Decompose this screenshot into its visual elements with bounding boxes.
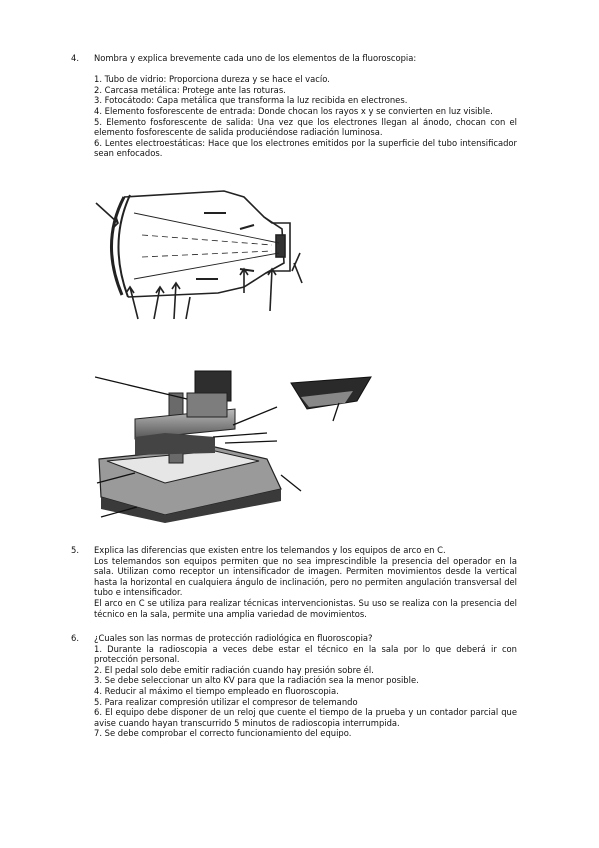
question-4 (71, 53, 517, 159)
answer-line: 2. Carcasa metálica: Protege ante las roturas. (94, 84, 286, 95)
answer-line: 3. Fotocátodo: Capa metálica que transforma la luz recibida en electrones. (94, 95, 408, 106)
question-number: 5. (71, 545, 79, 555)
answer-line: 1. Tubo de vidrio: Proporciona dureza y se hace el vacío. (94, 74, 330, 85)
intensifier-diagram-drawing (94, 183, 306, 323)
answer-line: 3. Se debe seleccionar un alto KV para que la radiación sea la menor posible. (94, 675, 419, 686)
answer-paragraph: El arco en C se utiliza para realizar técnicas intervencionistas. Su uso se realiza con la presencia del técnico en la sala, permite una amplia variedad de movimientos. (94, 597, 517, 619)
telemando-table-drawing (95, 363, 375, 523)
answer-line: 5. Elemento fosforescente de salida: Una vez que los electrones llegan al ánodo, chocan con el elemento fosforescente de salida produciéndose radiación luminosa. (94, 116, 517, 138)
question-6 (71, 633, 517, 739)
answer-line: 5. Para realizar compresión utilizar el compresor de telemando (94, 696, 358, 707)
answer-line: 1. Durante la radioscopia a veces debe estar el técnico en la sala por lo que deberá ir con protección personal. (94, 643, 517, 665)
question-5 (71, 545, 517, 619)
answer-line: 7. Se debe comprobar el correcto funcionamiento del equipo. (94, 728, 352, 739)
answer-line: 4. Reducir al máximo el tiempo empleado en fluoroscopia. (94, 685, 339, 696)
question-title: ¿Cuales son las normas de protección radiológica en fluoroscopia? (94, 633, 373, 643)
question-number: 4. (71, 53, 79, 63)
question-title: Nombra y explica brevemente cada uno de los elementos de la fluoroscopia: (94, 53, 417, 63)
answer-line: 2. El pedal solo debe emitir radiación cuando hay presión sobre él. (94, 664, 374, 675)
telemando-table-image (95, 363, 375, 523)
question-number: 6. (71, 633, 79, 643)
answer-line: 4. Elemento fosforescente de entrada: Donde chocan los rayos x y se convierten en luz visible. (94, 105, 493, 116)
answer-line: 6. Lentes electroestáticas: Hace que los electrones emitidos por la superficie del tubo intensificador sean enfocados. (94, 137, 517, 159)
answer-paragraph: Los telemandos son equipos permiten que no sea imprescindible la presencia del operador en la sala. Utilizan como receptor un intensificador de imagen. Permiten movimientos desde la vertical hasta la horizontal en cualquiera ángulo de inclinación, pero no permiten angulación transversal del tubo e intensificador. (94, 555, 517, 598)
intensifier-diagram (94, 183, 306, 323)
answer-line: 6. El equipo debe disponer de un reloj que cuente el tiempo de la prueba y un contador parcial que avise cuando hayan transcurrido 5 minutos de radioscopia interrumpida. (94, 707, 517, 728)
question-title: Explica las diferencias que existen entre los telemandos y los equipos de arco en C. (94, 545, 446, 555)
